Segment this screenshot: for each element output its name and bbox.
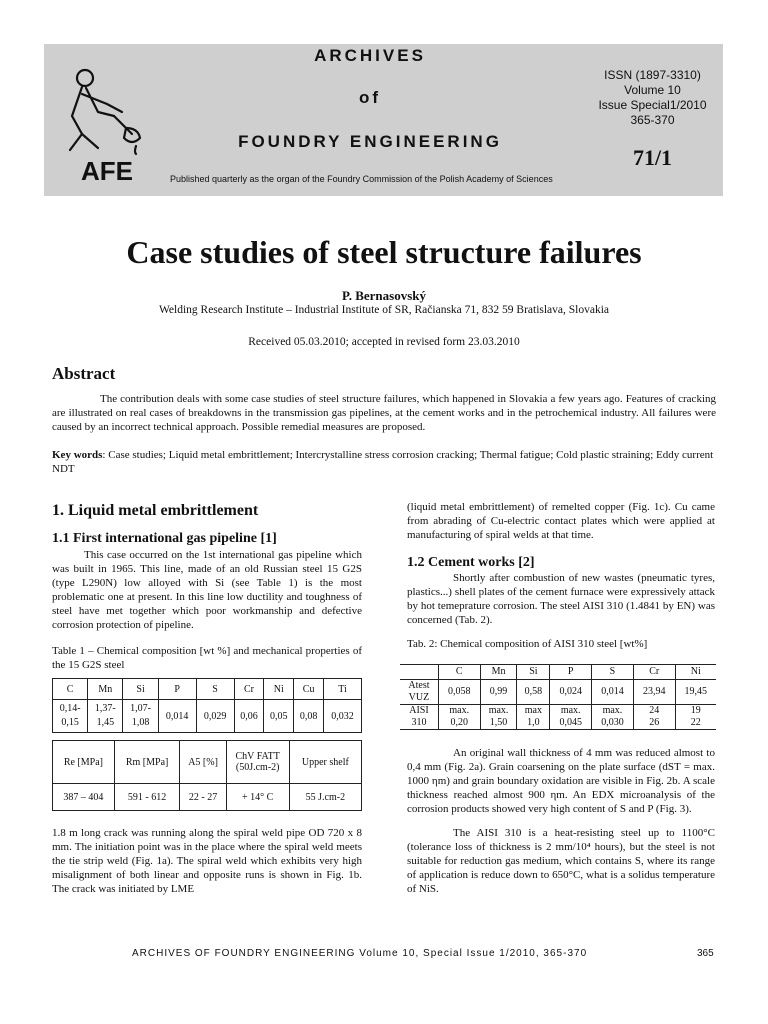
abstract-heading: Abstract [52,364,116,383]
table-cell: A5 [%] [180,741,226,784]
table-cell: 0,06 [234,700,264,733]
table-cell: Si [517,665,550,680]
table-cell: 1,07- 1,08 [123,700,158,733]
afe-logo [52,64,162,186]
table-cell: 0,58 [517,680,550,705]
table-cell: C [53,679,88,700]
journal-title-line3: FOUNDRY ENGINEERING [238,132,502,151]
table2-composition [400,664,716,730]
subsection-1-2: 1.2 Cement works [2] [407,555,535,570]
issue: Issue Special1/2010 [598,98,707,112]
article-number: 71/1 [632,145,673,170]
footer-citation: ARCHIVES OF FOUNDRY ENGINEERING Volume 10, Special Issue 1/2010, 365-370 [132,948,588,959]
table1-mechanical [52,740,362,811]
table-row [400,665,716,680]
table-cell: Cr [633,665,675,680]
table-cell: 0,05 [264,700,294,733]
paragraph-right-3: An original wall thickness of 4 mm was reduced almost to 0,4 mm (Fig. 2a). Grain coarsening on the plate surface (dST = max. 1000 ηm) and grain boundary oxidation are visible in Fig. 2b. A scale thickness reached almost 900 ηm. An EDX microanalysis of the corrosion products showed very high content of S and P (Fig. 3). [407,747,715,815]
table-cell: Ni [264,679,294,700]
table-cell: 0,08 [294,700,324,733]
table-row [53,679,362,700]
table-cell: 0,032 [324,700,362,733]
table-cell: 0,058 [438,680,480,705]
received-dates: Received 05.03.2010; accepted in revised form 23.03.2010 [248,336,520,348]
issue-meta [580,68,725,128]
table-cell: S [196,679,234,700]
table-cell: Upper shelf [289,741,361,784]
table-cell: 387 – 404 [53,784,115,811]
published-note: Published quarterly as the organ of the Foundry Commission of the Polish Academy of Sciences [170,174,553,184]
page-range: 365-370 [630,113,675,127]
table-cell: S [592,665,634,680]
table-cell: 24 26 [633,705,675,730]
table1-caption: Table 1 – Chemical composition [wt %] and mechanical properties of the 15 G2S steel [52,645,362,671]
table-cell: Atest VUZ [400,680,438,705]
table1-composition [52,678,362,733]
table-cell: Re [MPa] [53,741,115,784]
issn: ISSN (1897-3310) [604,68,701,82]
table-cell: C [438,665,480,680]
page-number: 365 [697,948,714,959]
table-cell: + 14° C [226,784,289,811]
keywords-label: Key words [52,449,103,461]
table-row [53,784,362,811]
table-cell: AISI 310 [400,705,438,730]
journal-title-line1: ARCHIVES [314,46,426,65]
table-cell: Cu [294,679,324,700]
table-cell: max. 1,50 [480,705,517,730]
section-heading-1: 1. Liquid metal embrittlement [52,502,259,519]
table-cell: max. 0,20 [438,705,480,730]
logo-text: AFE [81,156,133,186]
paragraph-right-4: The AISI 310 is a heat-resisting steel up to 1100°C (tolerance loss of thickness is 2 mm/10⁴ hours), but the steel is not suitable for reduction gas medium, which contains S, where its range of application is reduce down to 650°C, what is a solidus temperature of NiS. [407,827,715,895]
table-row [53,700,362,733]
table-cell: Mn [88,679,123,700]
table-cell: max. 0,045 [550,705,592,730]
keywords [52,448,716,476]
table-cell: 1,37- 1,45 [88,700,123,733]
keywords-list: : Case studies; Liquid metal embrittlement; Intercrystalline stress corrosion cracking; Thermal fatigue; Cold plastic straining; Eddy current NDT [52,449,714,475]
table-cell: 0,14- 0,15 [53,700,88,733]
table-cell: 19,45 [675,680,716,705]
volume: Volume 10 [624,83,681,97]
table-cell: 0,99 [480,680,517,705]
journal-title-line2: of [358,88,382,107]
table-cell: Si [123,679,158,700]
paragraph-right-1: (liquid metal embrittlement) of remelted copper (Fig. 1c). Cu came from abrading of Cu-electric contact plates which were applied at manufacturing of spiral welds at that time. [407,501,715,541]
table-cell [400,665,438,680]
table-cell: 0,014 [158,700,196,733]
table-row [400,680,716,705]
paragraph-2: 1.8 m long crack was running along the spiral weld pipe OD 720 x 8 mm. The initiation point was in the place where the spiral weld meets the tie strip weld (Fig. 1a). The spiral weld which exhibits very high misalignment of both linear and opposite runs is shown in Fig. 1b. The crack was initiated by LME [52,827,362,895]
table-cell: max 1,0 [517,705,550,730]
table2-caption: Tab. 2: Chemical composition of AISI 310 steel [wt%] [407,638,648,650]
author: P. Bernasovský [341,288,427,303]
table-cell: 55 J.cm-2 [289,784,361,811]
table-cell: ChV FATT (50J.cm-2) [226,741,289,784]
table-cell: 23,94 [633,680,675,705]
table-cell: P [550,665,592,680]
affiliation: Welding Research Institute – Industrial Institute of SR, Račianska 71, 832 59 Bratislava, Slovakia [158,304,610,316]
table-cell: Ti [324,679,362,700]
table-cell: Rm [MPa] [114,741,180,784]
table-cell: Mn [480,665,517,680]
table-cell: 0,024 [550,680,592,705]
table-cell: 591 - 612 [114,784,180,811]
table-cell: max. 0,030 [592,705,634,730]
table-row [53,741,362,784]
table-cell: P [158,679,196,700]
abstract-text: The contribution deals with some case studies of steel structure failures, which happened in Slovakia a few years ago. Features of cracking are illustrated on real cases of breakdowns in the transmission gas pipelines, at the cement works and in the petrochemical industry. All failures were caused by an incorrect technical approach. Possible remedial measures are proposed. [52,393,716,433]
paper-title: Case studies of steel structure failures [126,234,642,270]
table-cell: Ni [675,665,716,680]
paragraph-1: This case occurred on the 1st international gas pipeline which was built in 1965. This line, made of an old Russian steel 15 G2S (type L290N) low alloyed with Si (see Table 1) is the most problematic one at present. In this line low ductility and toughness of steel have met together which poor workmanship and defective corrosion protection of pipeline. [52,549,362,631]
table-cell: 19 22 [675,705,716,730]
table-cell: 22 - 27 [180,784,226,811]
paragraph-right-2: Shortly after combustion of new wastes (pneumatic tyres, plastics...) shell plates of the cement furnace were expressively attack by hot temeprature corrosion. The steel AISI 310 (1.4841 by EN) was concerned (Tab. 2). [407,572,715,626]
table-cell: 0,029 [196,700,234,733]
table-cell: 0,014 [592,680,634,705]
table-cell: Cr [234,679,264,700]
table-row [400,705,716,730]
subsection-1-1: 1.1 First international gas pipeline [1] [52,531,277,546]
